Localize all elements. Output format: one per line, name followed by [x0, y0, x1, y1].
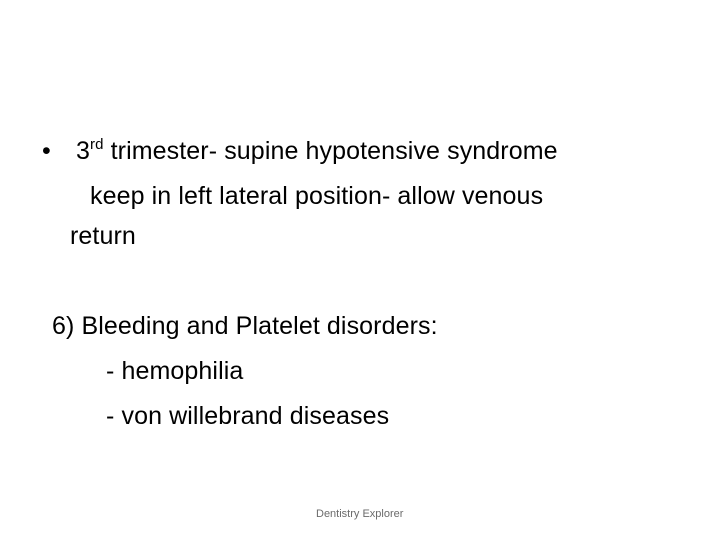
bullet-continuation-return: return	[70, 222, 136, 250]
bullet-continuation-position: keep in left lateral position- allow venous	[90, 182, 544, 210]
section-heading: 6) Bleeding and Platelet disorders:	[52, 312, 438, 340]
list-item-von-willebrand: - von willebrand diseases	[106, 402, 390, 430]
list-item-hemophilia: - hemophilia	[106, 357, 244, 385]
ordinal-suffix: rd	[90, 136, 104, 153]
ordinal-number: 3	[76, 137, 91, 165]
bullet-icon: •	[42, 137, 51, 165]
slide-footer: Dentistry Explorer	[316, 508, 404, 520]
bullet-line-trimester	[76, 136, 558, 166]
trimester-text: trimester- supine hypotensive syndrome	[103, 137, 558, 165]
